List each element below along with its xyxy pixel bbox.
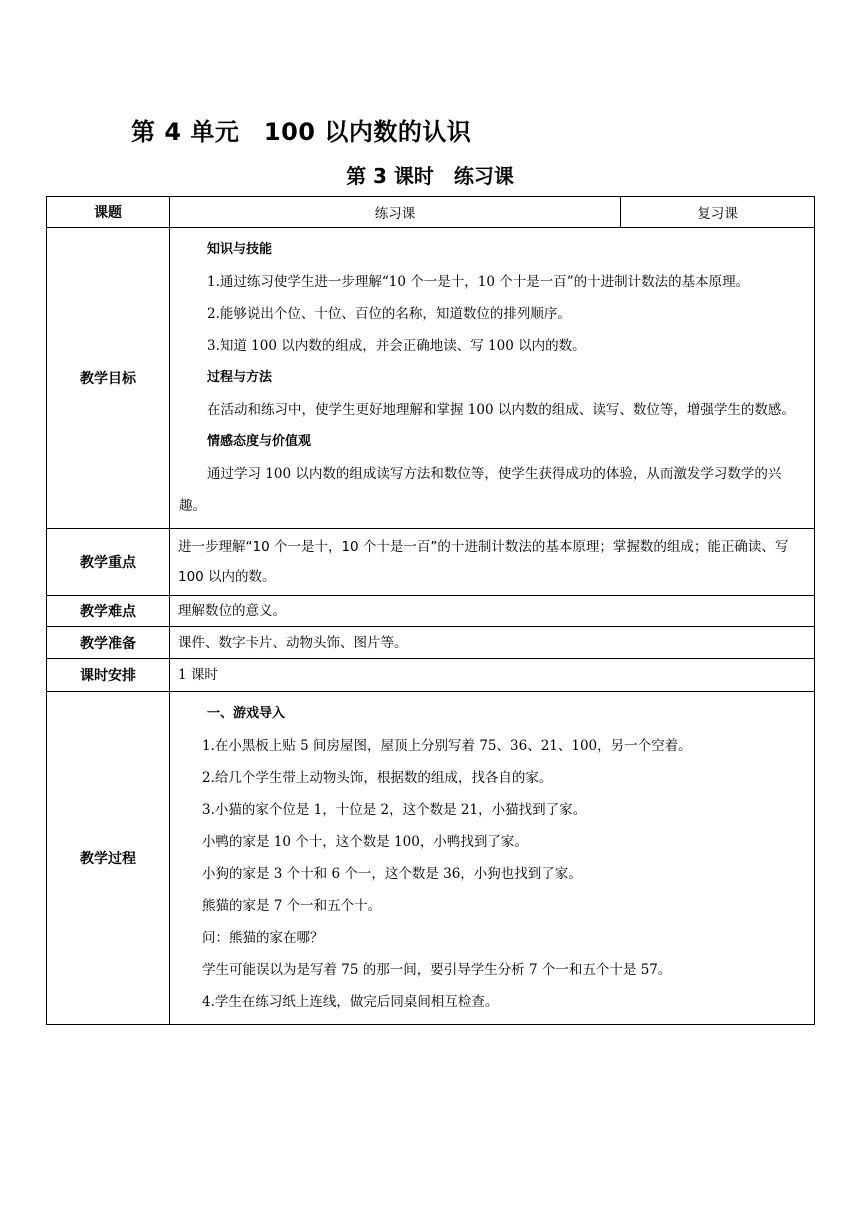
difficulties-row — [47, 596, 815, 627]
preparation-content — [170, 627, 815, 659]
schedule-content — [170, 659, 815, 692]
objective-k3: 3.知道 100 以内数的组成，并会正确地读、写 100 以内的数。 — [207, 338, 586, 354]
process-line: 4.学生在练习纸上连线，做完后同桌间相互检查。 — [202, 994, 499, 1010]
process-line: 小鸭的家是 10 个十，这个数是 100，小鸭找到了家。 — [202, 834, 528, 850]
process-line: 1.在小黑板上贴 5 间房屋图，屋顶上分别写着 75、36、21、100，另一个空着。 — [202, 738, 692, 754]
preparation-text: 课件、数字卡片、动物头饰、图片等。 — [178, 634, 408, 651]
topic-row — [47, 197, 815, 228]
schedule-label: 课时安排 — [47, 659, 170, 692]
schedule-text: 1 课时 — [178, 667, 218, 683]
unit-title: 第 4 单元 100 以内数的认识 — [131, 118, 472, 146]
process-label: 教学过程 — [47, 692, 170, 1025]
process-content — [170, 692, 815, 1025]
process-row — [47, 692, 815, 1025]
schedule-row — [47, 659, 815, 692]
process-line: 问：熊猫的家在哪？ — [202, 930, 324, 946]
preparation-row — [47, 627, 815, 659]
topic-label: 课题 — [47, 197, 170, 228]
preparation-label: 教学准备 — [47, 627, 170, 659]
objective-p1: 在活动和练习中，使学生更好地理解和掌握 100 以内数的组成、读写、数位等，增强学生的数感。 — [207, 402, 795, 418]
topic-type: 复习课 — [621, 197, 815, 228]
key-points-row — [47, 529, 815, 596]
key-points-text: 进一步理解“10 个一是十，10 个十是一百”的十进制计数法的基本原理；掌握数的组成；能正确读、写 100 以内的数。 — [178, 539, 789, 585]
objective-k2: 2.能够说出个位、十位、百位的名称，知道数位的排列顺序。 — [207, 306, 571, 322]
knowledge-heading: 知识与技能 — [207, 242, 273, 257]
objective-k1: 1.通过练习使学生进一步理解“10 个一是十，10 个十是一百”的十进制计数法的基本原理。 — [207, 274, 750, 290]
objectives-content — [170, 228, 815, 529]
process-method-heading: 过程与方法 — [207, 370, 273, 385]
process-line: 学生可能误以为是写着 75 的那一间，要引导学生分析 7 个一和五个十是 57。 — [202, 962, 672, 978]
process-line: 熊猫的家是 7 个一和五个十。 — [202, 898, 382, 914]
key-points-content — [170, 529, 815, 596]
process-heading: 一、游戏导入 — [207, 706, 286, 721]
process-line: 2.给几个学生带上动物头饰，根据数的组成，找各自的家。 — [202, 770, 553, 786]
topic-value: 练习课 — [170, 197, 621, 228]
objective-e1: 通过学习 100 以内数的组成读写方法和数位等，使学生获得成功的体验，从而激发学习数学的兴趣。 — [179, 466, 782, 514]
difficulties-text: 理解数位的意义。 — [178, 603, 286, 619]
process-line: 3.小猫的家个位是 1，十位是 2，这个数是 21，小猫找到了家。 — [202, 802, 587, 818]
difficulties-content — [170, 596, 815, 627]
key-points-label: 教学重点 — [47, 529, 170, 596]
emotion-heading: 情感态度与价值观 — [207, 434, 312, 449]
lesson-plan-table — [46, 196, 815, 1025]
objectives-label: 教学目标 — [47, 228, 170, 529]
process-line: 小狗的家是 3 个十和 6 个一，这个数是 36，小狗也找到了家。 — [202, 866, 582, 882]
objectives-row — [47, 228, 815, 529]
lesson-title: 第 3 课时 练习课 — [346, 164, 514, 188]
difficulties-label: 教学难点 — [47, 596, 170, 627]
